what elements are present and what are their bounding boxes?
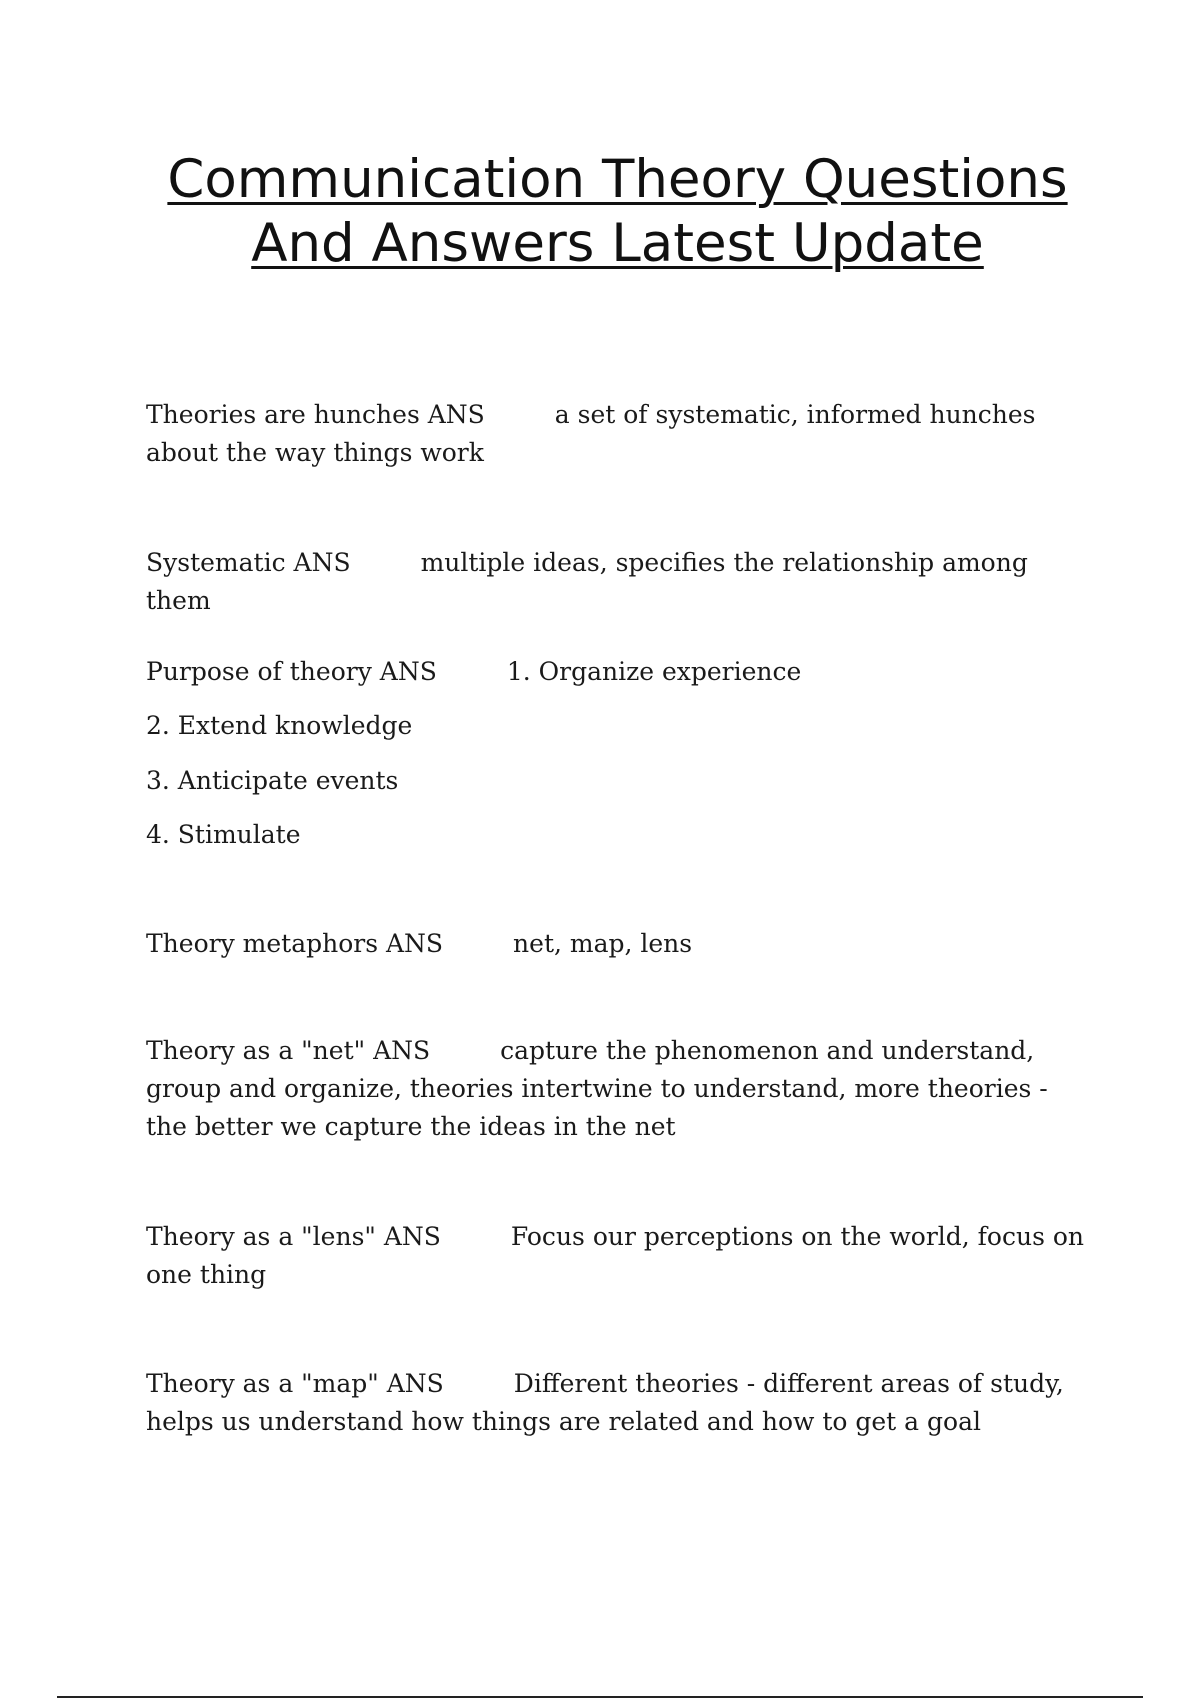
answer-text: 1. Organize experience	[506, 657, 802, 686]
title-line-1: Communication Theory Questions	[167, 149, 1068, 210]
answer-text: Focus our perceptions on the world, focus on one thing	[146, 1222, 1085, 1289]
question-text: Theories are hunches ANS	[146, 400, 485, 429]
title-line-2: And Answers Latest Update	[251, 213, 984, 274]
qa-item-theory-lens	[146, 1218, 1086, 1294]
page-title	[100, 148, 1135, 276]
question-text: Systematic ANS	[146, 548, 351, 577]
qa-item-systematic	[146, 544, 1086, 620]
qa-item-theory-net	[146, 1032, 1086, 1146]
purpose-list-item-2: 2. Extend knowledge	[146, 711, 413, 740]
answer-text: a set of systematic, informed hunches about the way things work	[146, 400, 1036, 467]
purpose-list-item-3: 3. Anticipate events	[146, 766, 399, 795]
footer-divider	[57, 1696, 1143, 1698]
qa-item-purpose-of-theory	[146, 653, 1086, 691]
purpose-list-item-4: 4. Stimulate	[146, 820, 301, 849]
answer-text: multiple ideas, specifies the relationship among them	[146, 548, 1028, 615]
qa-item-theories-hunches	[146, 396, 1086, 472]
question-text: Theory as a "lens" ANS	[146, 1222, 441, 1251]
question-text: Theory as a "map" ANS	[146, 1369, 444, 1398]
question-text: Theory as a "net" ANS	[146, 1036, 431, 1065]
question-text: Theory metaphors ANS	[146, 929, 444, 958]
answer-text: Different theories - different areas of study, helps us understand how things are related and how to get a goal	[146, 1369, 1064, 1436]
question-text: Purpose of theory ANS	[146, 657, 437, 686]
qa-item-theory-map	[146, 1365, 1086, 1441]
qa-item-theory-metaphors	[146, 925, 1086, 963]
answer-text: capture the phenomenon and understand, group and organize, theories intertwine to understand, more theories - the better we capture the ideas in the net	[146, 1036, 1048, 1141]
answer-text: net, map, lens	[513, 929, 693, 958]
